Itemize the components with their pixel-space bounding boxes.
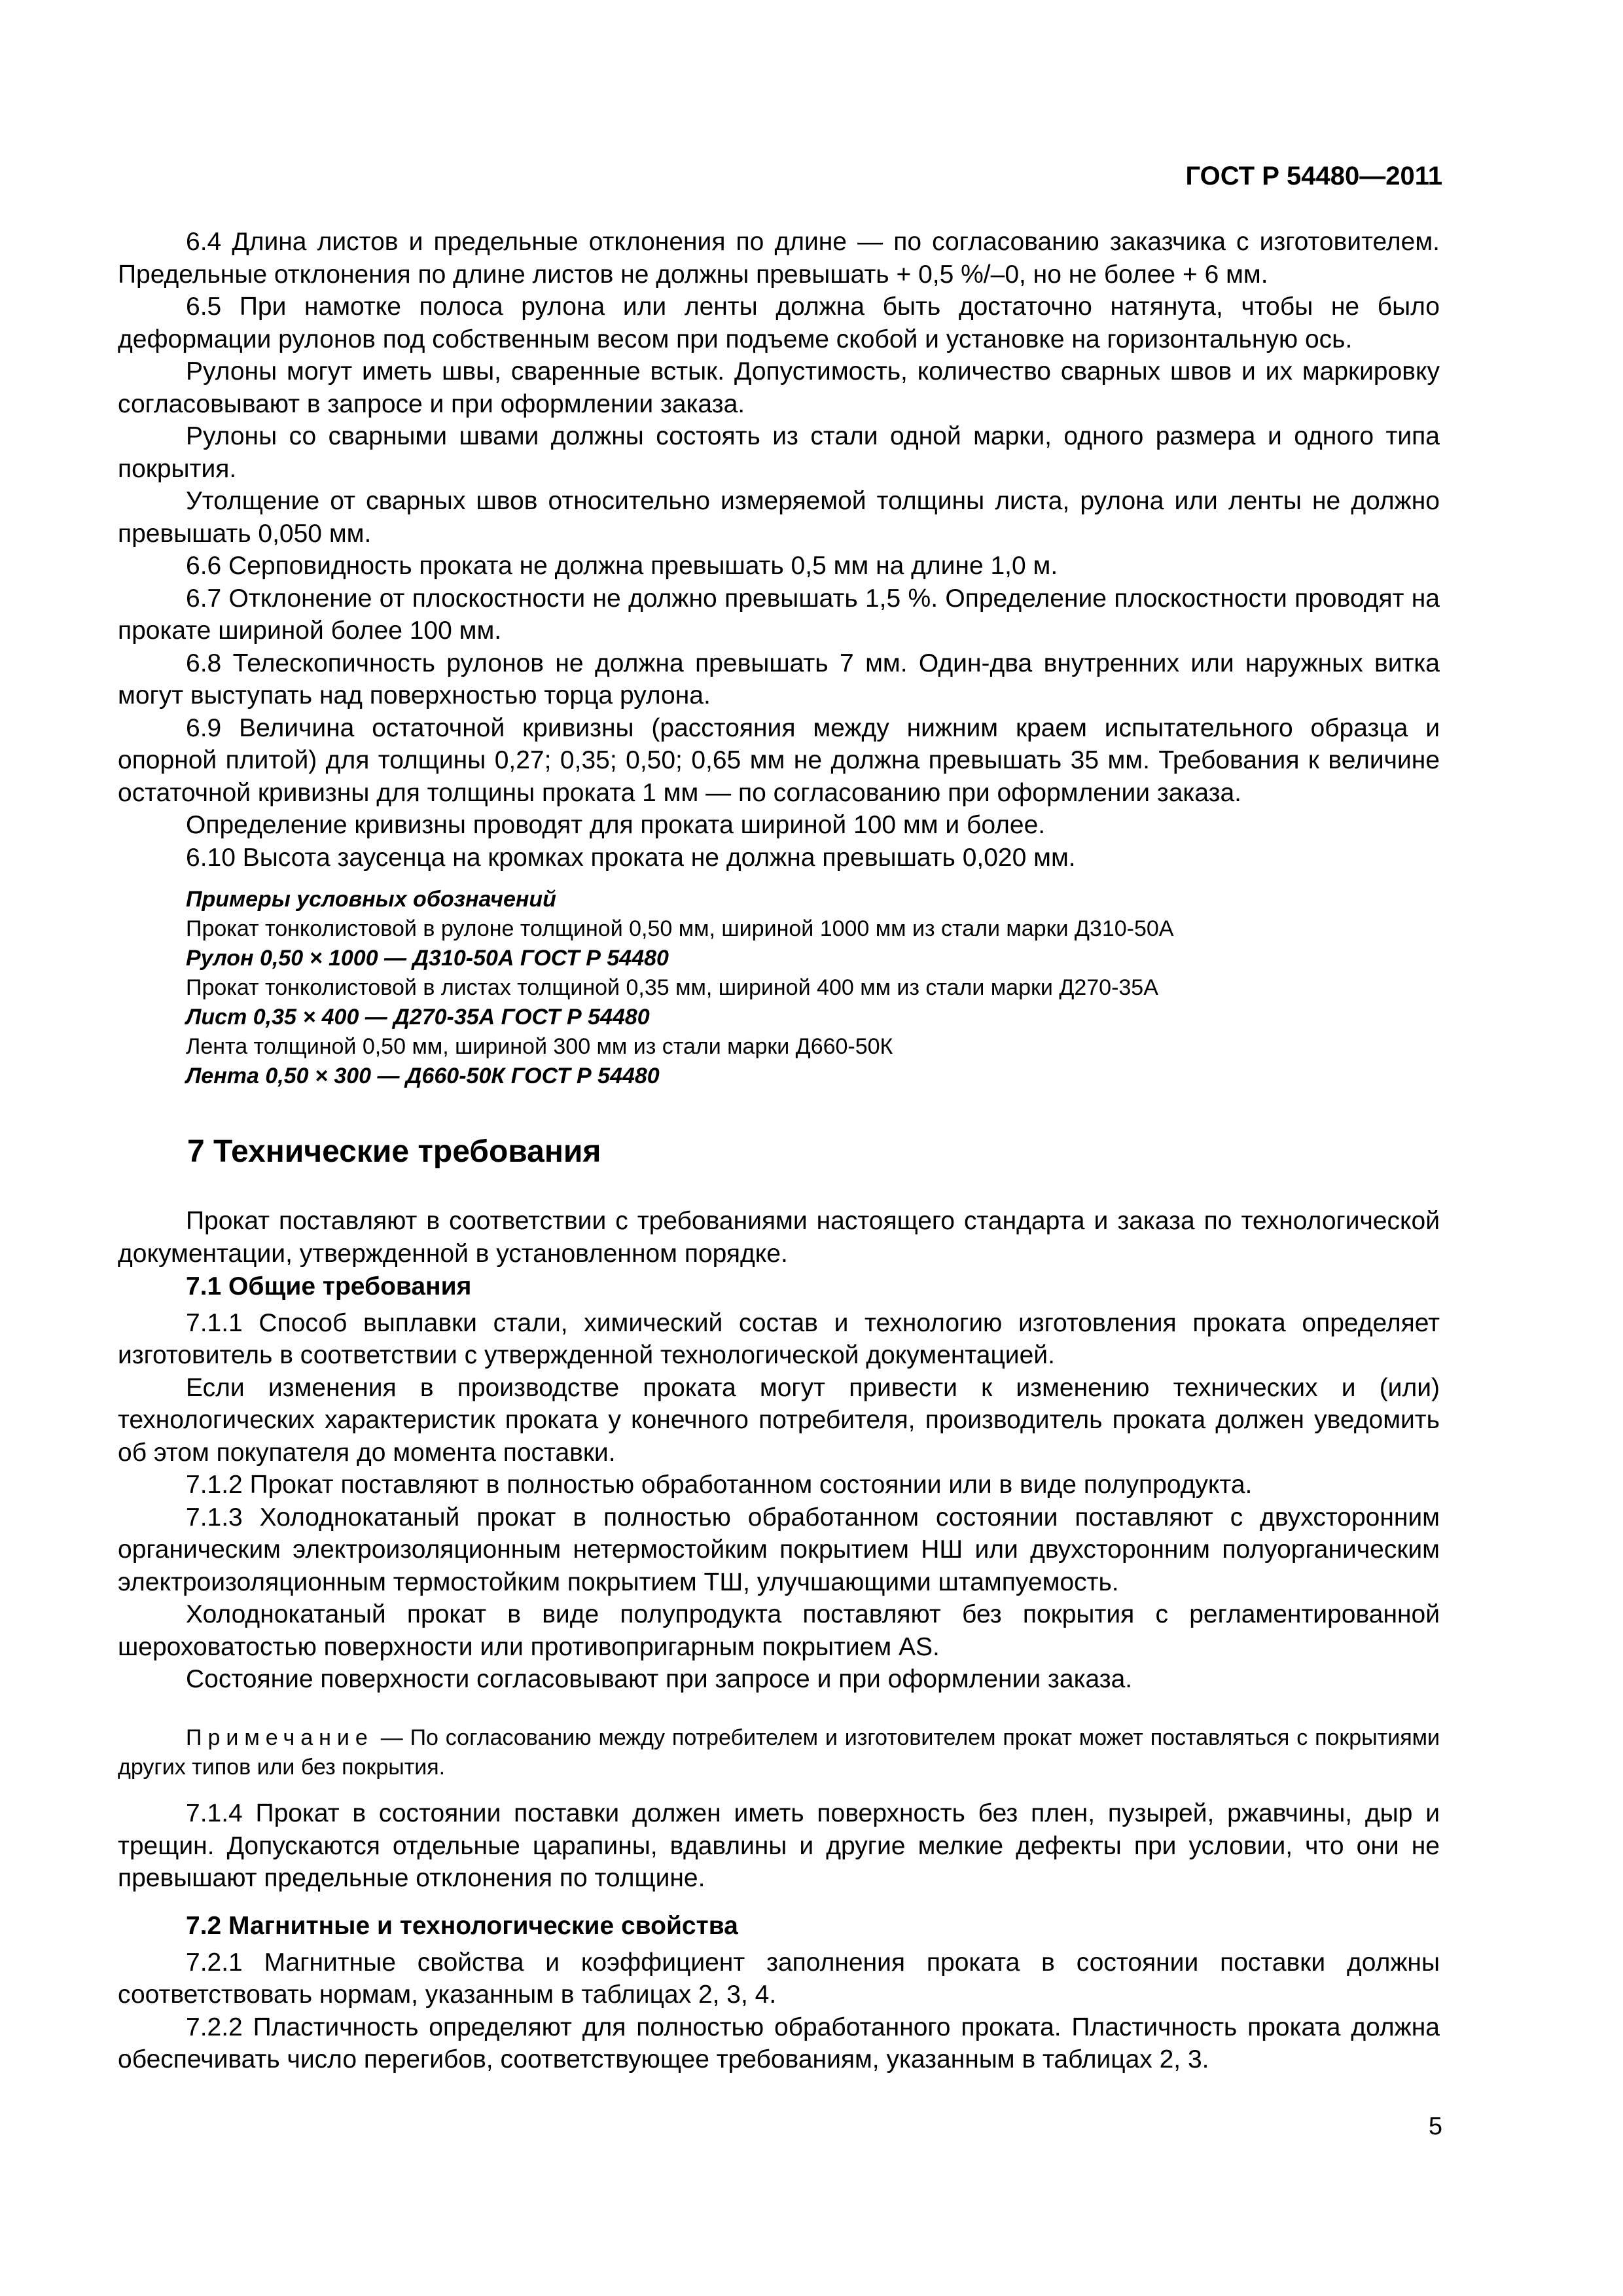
example-designation: Лента 0,50 × 300 — Д660-50К ГОСТ Р 54480 <box>186 1064 660 1088</box>
paragraph: 7.1.3 Холоднокатаный прокат в полностью обработанном состоянии поставляют с двухсторонним органическим электроизоляционным нетермостойким покрытием НШ или двухсторонним полуорганическим электроизоляционным термостойким покрытием ТШ, улучшающими штампуемость. <box>118 1503 1440 1596</box>
subsection-title: 7.2 Магнитные и технологические свойства <box>186 1912 738 1940</box>
paragraph: 7.1.2 Прокат поставляют в полностью обработанном состоянии или в виде полупродукта. <box>186 1471 1253 1499</box>
page-number: 5 <box>1428 2113 1442 2140</box>
section-7-intro <box>118 1205 1440 1270</box>
section-title: 7 Технические требования <box>187 1134 601 1169</box>
paragraph: Холоднокатаный прокат в виде полупродукта поставляют без покрытия с регламентированной шероховатостью поверхности или противопригарным покрытием AS. <box>118 1600 1440 1661</box>
example-designation: Лист 0,35 × 400 — Д270-35А ГОСТ Р 54480 <box>186 1005 650 1030</box>
paragraph: 6.5 При намотке полоса рулона или ленты должна быть достаточно натянута, чтобы не было деформации рулонов под собственным весом при подъеме скобой и установке на горизонтальную ось. <box>118 293 1440 353</box>
document-id: ГОСТ Р 54480—2011 <box>1185 162 1442 190</box>
paragraph: Состояние поверхности согласовывают при запросе и при оформлении заказа. <box>186 1665 1133 1693</box>
paragraph: Прокат поставляют в соответствии с требованиями настоящего стандарта и заказа по технологической документации, утвержденной в установленном порядке. <box>118 1207 1440 1268</box>
paragraph: 6.6 Серповидность проката не должна превышать 0,5 мм на длине 1,0 м. <box>186 552 1058 580</box>
subsection-7-2 <box>118 1910 1440 2076</box>
paragraph: 6.10 Высота заусенца на кромках проката не должна превышать 0,020 мм. <box>186 843 1076 872</box>
paragraph: 7.2.2 Пластичность определяют для полностью обработанного проката. Пластичность проката должна обеспечивать число перегибов, соответствующее требованиям, указанным в таблицах 2, 3. <box>118 2013 1440 2073</box>
paragraph: Утолщение от сварных швов относительно измеряемой толщины листа, рулона или ленты не должно превышать 0,050 мм. <box>118 487 1440 548</box>
paragraph: 7.1.4 Прокат в состоянии поставки должен иметь поверхность без плен, пузырей, ржавчины, дыр и трещин. Допускаются отдельные царапины, вдавлины и другие мелкие дефекты при условии, что они не превышают предельные отклонения по толщине. <box>118 1799 1440 1892</box>
paragraph-7-1-4 <box>118 1797 1440 1895</box>
example-designation: Рулон 0,50 × 1000 — Д310-50А ГОСТ Р 54480 <box>186 946 669 971</box>
examples-heading: Примеры условных обозначений <box>186 887 556 912</box>
note-label: Примечание <box>186 1725 374 1750</box>
paragraph: Рулоны могут иметь швы, сваренные встык. Допустимость, количество сварных швов и их маркировку согласовывают в запросе и при оформлении заказа. <box>118 357 1440 418</box>
example-description: Прокат тонколистовой в рулоне толщиной 0,50 мм, шириной 1000 мм из стали марки Д310-50А <box>186 916 1174 941</box>
paragraph: 7.2.1 Магнитные свойства и коэффициент заполнения проката в состоянии поставки должны соответствовать нормам, указанным в таблицах 2, 3, 4. <box>118 1948 1440 2009</box>
paragraph: Определение кривизны проводят для проката шириной 100 мм и более. <box>186 811 1046 839</box>
note <box>118 1723 1440 1782</box>
subsection-7-1 <box>118 1270 1440 1696</box>
designation-examples <box>118 885 1440 1091</box>
paragraph: 6.8 Телескопичность рулонов не должна превышать 7 мм. Один-два внутренних или наружных витка могут выступать над поверхностью торца рулона. <box>118 649 1440 709</box>
paragraph: Если изменения в производстве проката могут привести к изменению технических и (или) технологических характеристик проката у конечного потребителя, производитель проката должен уведомить об этом покупателя до момента поставки. <box>118 1373 1440 1467</box>
paragraph: 6.4 Длина листов и предельные отклонения по длине — по согласованию заказчика с изготовителем. Предельные отклонения по длине листов не должны превышать + 0,5 %/–0, но не более + 6 мм. <box>118 228 1440 289</box>
paragraph: 6.7 Отклонение от плоскостности не должно превышать 1,5 %. Определение плоскостности проводят на прокате шириной более 100 мм. <box>118 584 1440 645</box>
paragraph: 6.9 Величина остаточной кривизны (расстояния между нижним краем испытательного образца и опорной плитой) для толщины 0,27; 0,35; 0,50; 0,65 мм не должна превышать 35 мм. Требования к величине остаточной кривизны для толщины проката 1 мм — по согласованию при оформлении заказа. <box>118 713 1440 807</box>
example-description: Лента толщиной 0,50 мм, шириной 300 мм из стали марки Д660-50К <box>186 1034 893 1059</box>
note-text: — По согласованию между потребителем и изготовителем прокат может поставляться с покрытиями других типов или без покрытия. <box>118 1725 1440 1780</box>
section-6-paragraphs <box>118 226 1440 874</box>
paragraph: 7.1.1 Способ выплавки стали, химический состав и технологию изготовления проката определяет изготовитель в соответствии с утвержденной технологической документацией. <box>118 1308 1440 1369</box>
subsection-title: 7.1 Общие требования <box>186 1272 472 1300</box>
example-description: Прокат тонколистовой в листах толщиной 0,35 мм, шириной 400 мм из стали марки Д270-35А <box>186 975 1158 1000</box>
paragraph: Рулоны со сварными швами должны состоять из стали одной марки, одного размера и одного типа покрытия. <box>118 422 1440 483</box>
note-paragraph <box>118 1723 1440 1782</box>
